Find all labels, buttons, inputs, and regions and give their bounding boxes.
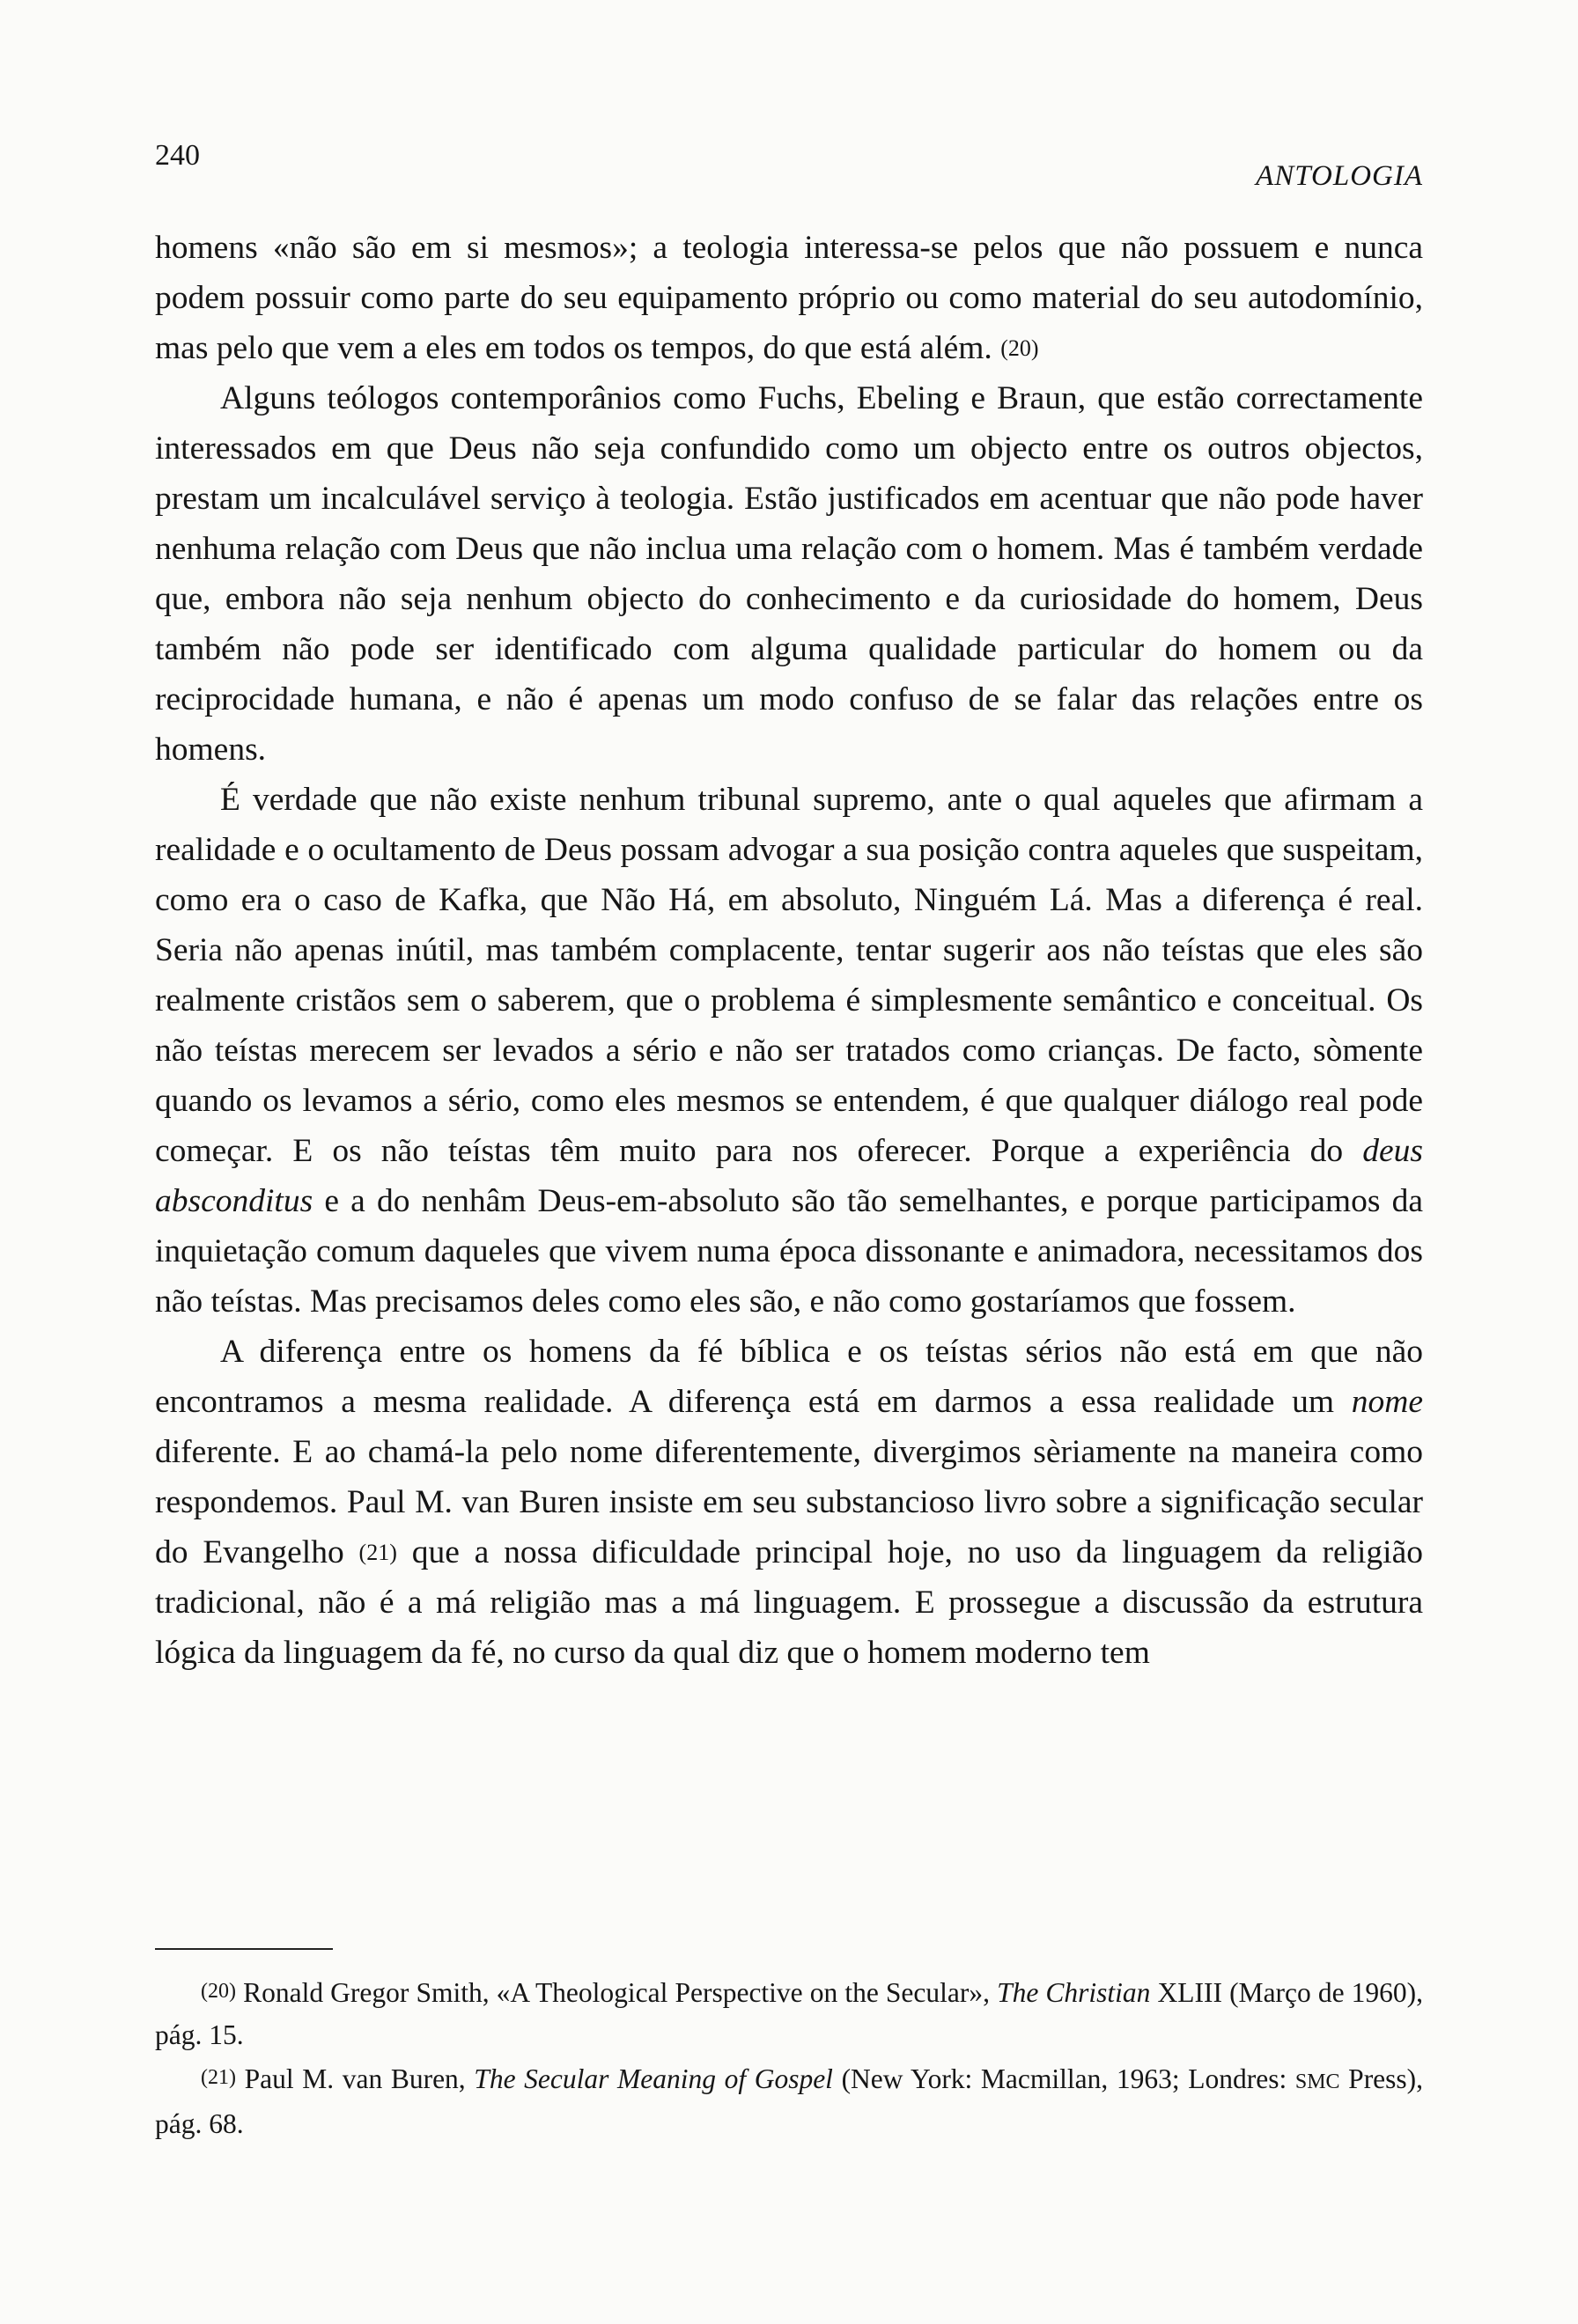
paragraph-4-text-start: A diferença entre os homens da fé bíblica e os teístas sérios não está em que não encontramos a mesma realidade. A diferença está em darmos a essa realidade um [155, 1334, 1423, 1420]
paragraph-3 [155, 775, 1423, 1327]
footnotes [155, 1970, 1423, 2145]
footnote-20-journal-title: The Christian [997, 1977, 1151, 2008]
footnote-divider [155, 1948, 333, 1950]
footnote-21-text-middle: (New York: Macmillan, 1963; Londres: [841, 2063, 1287, 2094]
footnote-20 [155, 1970, 1423, 2056]
paragraph-3-text-end: e a do nenhâm Deus-em-absoluto são tão semelhantes, e porque participamos da inquietação comum daqueles que vivem numa época dissonante e animadora, necessitamos dos não teístas. Mas precisamos deles como eles são, e não como gostaríamos que fossem. [155, 1183, 1424, 1320]
paragraph-4-italic-term: nome [1351, 1384, 1424, 1420]
running-header [155, 139, 1423, 192]
page-number: 240 [155, 139, 200, 172]
paragraph-3-text-start: É verdade que não existe nenhum tribunal supremo, ante o qual aqueles que afirmam a realidade e o ocultamento de Deus possam advogar a sua posição contra aqueles que suspeitam, como era o caso de Kafka, que Não Há, em absoluto, Ninguém Lá. Mas a diferença é real. Seria não apenas inútil, mas também complacente, tentar sugerir aos não teístas que eles são realmente cristãos sem o saberem, que o problema é simplesmente semântico e conceitual. Os não teístas merecem ser levados a sério e não ser tratados como crianças. De facto, sòmente quando os levamos a sério, como eles mesmos se entendem, é que qualquer diálogo real pode começar. E os não teístas têm muito para nos oferecer. Porque a experiência do [155, 782, 1423, 1169]
paragraph-3-italic-term: deus absconditus [155, 1133, 1423, 1219]
running-title: ANTOLOGIA [1256, 160, 1423, 192]
footnote-ref-20: (20) [1000, 335, 1039, 361]
paragraph-2 [155, 373, 1423, 775]
footnote-21-marker: (21) [201, 2066, 236, 2089]
footnote-ref-21: (21) [358, 1540, 397, 1565]
footnote-21 [155, 2056, 1423, 2145]
paragraph-4-text-middle: diferente. E ao chamá-la pelo nome diferentemente, divergimos sèriamente na maneira como respondemos. Paul M. van Buren insiste em seu substancioso livro sobre a significação secular do Evangelho [155, 1434, 1423, 1570]
paragraph-4-text-end: que a nossa dificuldade principal hoje, no uso da linguagem da religião tradicional, não é a má religião mas a má linguagem. E prossegue a discussão da estrutura lógica da linguagem da fé, no curso da qual diz que o homem moderno tem [155, 1534, 1423, 1671]
paragraph-1 [155, 223, 1423, 373]
footnote-21-book-title: The Secular Meaning of Gospel [474, 2063, 833, 2094]
paragraph-1-text: homens «não são em si mesmos»; a teologia interessa-se pelos que não possuem e nunca podem possuir como parte do seu equipamento próprio ou como material do seu autodomínio, mas pelo que vem a eles em todos os tempos, do que está além. [155, 230, 1423, 366]
footnote-20-marker: (20) [201, 1980, 236, 2003]
footnote-20-text-end: XLIII (Março de 1960), pág. 15. [155, 1977, 1424, 2050]
footnote-20-text-start: Ronald Gregor Smith, «A Theological Perspective on the Secular», [243, 1977, 990, 2008]
footnote-21-text-start: Paul M. van Buren, [244, 2063, 466, 2094]
body-text [155, 223, 1423, 1678]
footnote-21-publisher-abbrev: SMC [1294, 2070, 1340, 2093]
footnote-21-text-end: Press), pág. 68. [155, 2063, 1424, 2139]
paragraph-2-text: Alguns teólogos contemporânios como Fuchs, Ebeling e Braun, que estão correctamente interessados em que Deus não seja confundido como um objecto entre os outros objectos, prestam um incalculável serviço à teologia. Estão justificados em acentuar que não pode haver nenhuma relação com Deus que não inclua uma relação com o homem. Mas é também verdade que, embora não seja nenhum objecto do conhecimento e da curiosidade do homem, Deus também não pode ser identificado com alguma qualidade particular do homem ou da reciprocidade humana, e não é apenas um modo confuso de se falar das relações entre os homens. [155, 380, 1423, 768]
paragraph-4 [155, 1327, 1423, 1678]
